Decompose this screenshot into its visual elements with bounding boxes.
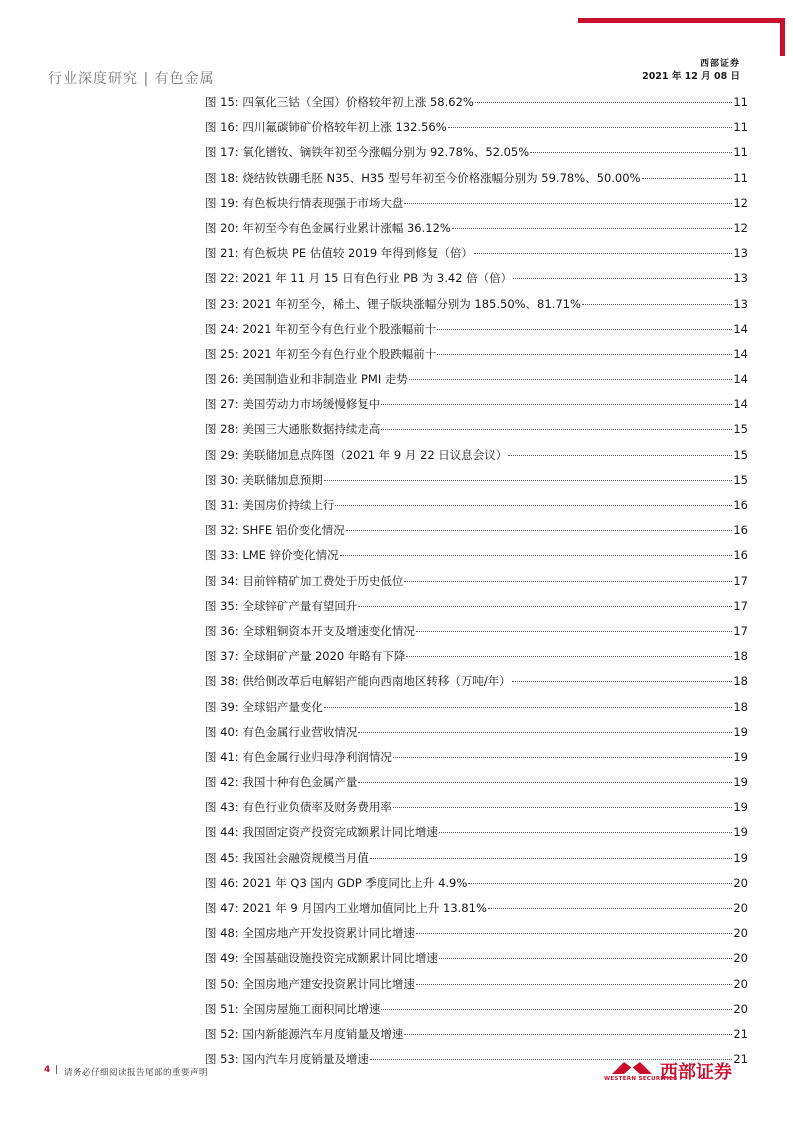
toc-entry-page: 11 [733,95,748,109]
toc-entry-label: 图 21: 有色板块 PE 估值较 2019 年得到修复（倍） [205,246,473,261]
toc-leader-dots [370,858,733,859]
toc-entry-page: 18 [733,699,748,714]
toc-entry[interactable] [205,518,748,543]
toc-leader-dots [582,304,732,305]
toc-entry[interactable] [205,921,748,946]
toc-entry-label: 图 46: 2021 年 Q3 国内 GDP 季度同比上升 4.9% [205,875,468,890]
toc-entry-page: 16 [733,548,748,563]
toc-entry[interactable] [205,720,748,745]
toc-entry-page: 14 [733,346,748,361]
western-securities-logo [604,1056,754,1086]
toc-entry-label: 图 32: SHFE 铝价变化情况 [205,523,345,538]
toc-entry-label: 图 28: 美国三大通胀数据持续走高 [205,422,381,437]
toc-entry-page: 20 [733,1001,748,1016]
toc-entry-page: 19 [733,825,748,840]
section-title: 行业深度研究 | 有色金属 [48,71,215,87]
toc-entry-label: 图 42: 我国十种有色金属产量 [205,775,358,790]
toc-leader-dots [340,555,733,556]
toc-entry-page: 13 [733,271,748,286]
toc-entry[interactable] [205,770,748,795]
footer-page-number: 4 [44,1065,51,1075]
toc-leader-dots [324,707,733,708]
footer-disclaimer: 请务必仔细阅读报告尾部的重要声明 [64,1068,209,1078]
toc-leader-dots [324,480,733,481]
toc-leader-dots [508,455,732,456]
header-corner-horizontal [578,18,785,23]
toc-entry[interactable] [205,745,748,770]
toc-leader-dots [468,883,732,884]
header-corner-vertical [780,18,785,56]
toc-entry-page: 18 [733,674,748,689]
toc-entry[interactable] [205,166,748,191]
toc-entry-page: 19 [733,775,748,790]
toc-entry-page: 11 [733,120,748,135]
toc-entry-label: 图 18: 烧结钕铁硼毛胚 N35、H35 型号年初至今价格涨幅分别为 59.78%、50.00% [205,170,641,185]
toc-entry-page: 21 [733,1052,748,1067]
toc-entry[interactable] [205,342,748,367]
toc-entry[interactable] [205,392,748,417]
toc-entry[interactable] [205,871,748,896]
toc-leader-dots [437,354,732,355]
toc-leader-dots [513,278,732,279]
toc-entry[interactable] [205,820,748,845]
toc-entry-page: 19 [733,749,748,764]
toc-entry-label: 图 51: 全国房屋施工面积同比增速 [205,1001,381,1016]
toc-entry-label: 图 47: 2021 年 9 月国内工业增加值同比上升 13.81% [205,901,487,915]
toc-entry-label: 图 24: 2021 年初至今有色行业个股涨幅前十 [205,321,437,336]
toc-entry[interactable] [205,292,748,317]
toc-entry-label: 图 25: 2021 年初至今有色行业个股跌幅前十 [205,346,437,361]
toc-entry[interactable] [205,266,748,291]
toc-leader-dots [404,1034,732,1035]
toc-leader-dots [409,379,732,380]
toc-entry[interactable] [205,443,748,468]
toc-entry-label: 图 53: 国内汽车月度销量及增速 [205,1052,369,1067]
toc-entry-label: 图 15: 四氧化三钴（全国）价格较年初上涨 58.62% [205,95,474,109]
toc-entry-page: 20 [733,976,748,991]
toc-entry-page: 13 [733,296,748,311]
toc-entry-label: 图 35: 全球锌矿产量有望回升 [205,598,358,613]
toc-entry-label: 图 27: 美国劳动力市场缓慢修复中 [205,397,381,412]
toc-entry-page: 19 [733,800,748,815]
toc-leader-dots [381,404,732,405]
toc-leader-dots [381,1009,732,1010]
toc-entry[interactable] [205,468,748,493]
toc-entry[interactable] [205,317,748,342]
toc-entry-label: 图 22: 2021 年 11 月 15 日有色行业 PB 为 3.42 倍（倍） [205,271,513,286]
toc-entry-page: 16 [733,523,748,538]
toc-leader-dots [346,530,733,531]
toc-leader-dots [416,984,733,985]
toc-leader-dots [393,807,733,808]
toc-entry-label: 图 16: 四川氟碳铈矿价格较年初上涨 132.56% [205,120,447,135]
toc-entry-page: 13 [733,246,748,261]
toc-entry-label: 图 52: 国内新能源汽车月度销量及增速 [205,1026,404,1041]
logo-mark-icon [610,1058,654,1076]
toc-entry[interactable] [205,241,748,266]
toc-entry-label: 图 40: 有色金属行业营收情况 [205,724,358,739]
toc-entry-page: 15 [733,472,748,487]
toc-leader-dots [530,152,732,153]
toc-entry[interactable] [205,846,748,871]
toc-entry[interactable] [205,191,748,216]
logo-english: WESTERN SECURITIES [604,1076,678,1082]
toc-entry-page: 18 [733,649,748,664]
toc-leader-dots [381,429,732,430]
toc-entry-page: 11 [733,145,748,160]
toc-leader-dots [512,681,733,682]
toc-leader-dots [358,732,732,733]
toc-entry-page: 19 [733,850,748,865]
toc-entry-label: 图 23: 2021 年初至今，稀土、锂子版块涨幅分别为 185.50%、81.71% [205,296,581,311]
toc-leader-dots [406,656,732,657]
header-date: 2021 年 12 月 08 日 [642,71,740,82]
toc-leader-dots [474,253,732,254]
toc-entry-page: 16 [733,498,748,512]
toc-leader-dots [475,102,733,103]
toc-entry[interactable] [205,619,748,644]
toc-leader-dots [642,178,733,179]
toc-entry-label: 图 31: 美国房价持续上行 [205,498,335,512]
toc-entry[interactable] [205,972,748,997]
toc-entry[interactable] [205,695,748,720]
toc-entry[interactable] [205,946,748,971]
toc-entry-page: 20 [733,901,748,915]
toc-leader-dots [439,958,733,959]
toc-entry-page: 12 [733,220,748,235]
toc-entry-label: 图 44: 我国固定资产投资完成额累计同比增速 [205,825,438,840]
toc-leader-dots [439,832,733,833]
toc-entry-label: 图 30: 美联储加息预期 [205,472,323,487]
footer-separator: | [55,1065,59,1075]
toc-entry-page: 14 [733,321,748,336]
toc-entry[interactable] [205,90,748,115]
toc-entry-label: 图 20: 年初至今有色金属行业累计涨幅 36.12% [205,220,451,235]
toc-entry[interactable] [205,669,748,694]
toc-leader-dots [488,908,732,909]
toc-entry-label: 图 49: 全国基础设施投资完成额累计同比增速 [205,951,438,966]
toc-entry[interactable] [205,644,748,669]
toc-entry-page: 20 [733,875,748,890]
toc-entry-label: 图 50: 全国房地产建安投资累计同比增速 [205,976,415,991]
toc-leader-dots [416,933,733,934]
logo-chinese: 西部证券 [660,1062,732,1083]
toc-entry-page: 17 [733,598,748,613]
toc-leader-dots [404,581,732,582]
toc-entry[interactable] [205,594,748,619]
toc-entry[interactable] [205,417,748,442]
toc-entry[interactable] [205,543,748,568]
toc-leader-dots [416,631,733,632]
toc-entry-label: 图 34: 目前锌精矿加工费处于历史低位 [205,573,404,588]
toc-entry[interactable] [205,216,748,241]
toc-entry-label: 图 45: 我国社会融资规模当月值 [205,850,369,865]
toc-entry[interactable] [205,367,748,392]
toc-entry[interactable] [205,795,748,820]
toc-entry[interactable] [205,896,748,921]
toc-entry[interactable] [205,493,748,518]
toc-entry-label: 图 39: 全球铝产量变化 [205,699,323,714]
toc-entry-page: 15 [733,422,748,437]
toc-entry-page: 15 [733,447,748,462]
toc-leader-dots [393,757,733,758]
toc-entry-label: 图 26: 美国制造业和非制造业 PMI 走势 [205,372,408,387]
toc-entry[interactable] [205,1022,748,1047]
toc-leader-dots [437,329,732,330]
toc-entry-page: 20 [733,951,748,966]
toc-leader-dots [448,127,733,128]
toc-leader-dots [358,782,732,783]
toc-entry-page: 11 [733,170,748,185]
toc-entry[interactable] [205,140,748,165]
toc-entry[interactable] [205,997,748,1022]
toc-entry-page: 17 [733,573,748,588]
toc-entry-page: 12 [733,195,748,210]
toc-entry-page: 14 [733,397,748,412]
toc-leader-dots [335,505,732,506]
toc-entry-label: 图 43: 有色行业负债率及财务费用率 [205,800,392,815]
toc-entry-label: 图 17: 氧化镨钕、镝铁年初至今涨幅分别为 92.78%、52.05% [205,145,530,160]
toc-entry-label: 图 41: 有色金属行业归母净利润情况 [205,749,392,764]
toc-entry[interactable] [205,569,748,594]
toc-leader-dots [452,228,733,229]
toc-entry[interactable] [205,115,748,140]
table-of-figures [205,90,748,1072]
toc-entry-page: 19 [733,724,748,739]
toc-entry-page: 21 [733,1026,748,1041]
toc-entry-label: 图 29: 美联储加息点阵图（2021 年 9 月 22 日议息会议） [205,447,508,462]
toc-entry-page: 20 [733,926,748,941]
toc-leader-dots [358,606,732,607]
toc-entry-label: 图 38: 供给侧改革后电解铝产能向西南地区转移（万吨/年） [205,674,511,689]
toc-entry-page: 14 [733,372,748,387]
toc-entry-label: 图 19: 有色板块行情表现强于市场大盘 [205,195,404,210]
toc-entry-label: 图 36: 全球粗铜资本开支及增速变化情况 [205,623,415,638]
toc-entry-label: 图 37: 全球铜矿产量 2020 年略有下降 [205,649,406,664]
toc-entry-label: 图 33: LME 锌价变化情况 [205,548,339,563]
toc-leader-dots [404,203,732,204]
header-brand: 西部证券 [699,59,740,69]
toc-entry-label: 图 48: 全国房地产开发投资累计同比增速 [205,926,415,941]
toc-entry-page: 17 [733,623,748,638]
